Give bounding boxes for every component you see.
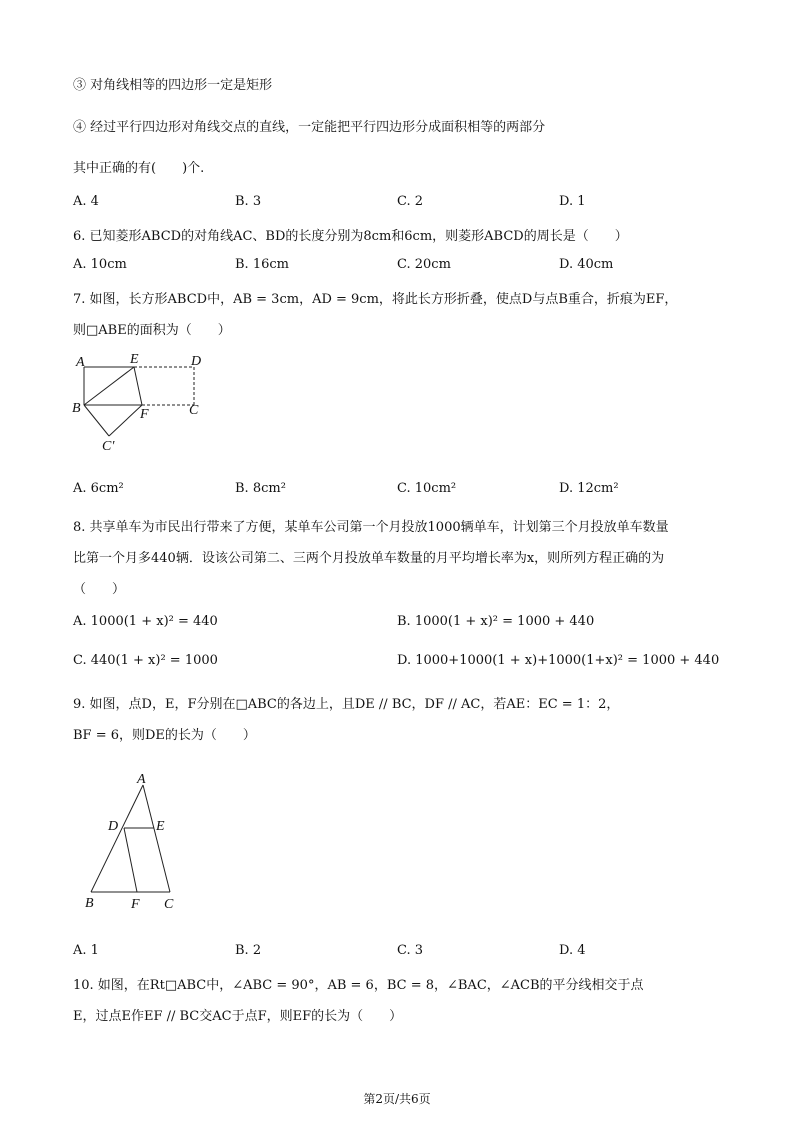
q8-line2: 比第一个月多440辆．设该公司第二、三两个月投放单车数量的月平均增长率为x，则所列方程正确的为 [73,551,665,566]
q9-line1: 9. 如图，点D，E，F分别在□ABC的各边上，且DE // BC，DF // AC，若AE：EC = 1：2， [73,697,620,712]
fig7-label-d: D [191,354,202,369]
statement-3: ③ 对角线相等的四边形一定是矩形 [73,78,273,93]
fig7-line-fc-prime [109,405,142,436]
fig7-label-f: F [140,407,149,422]
q10-line1: 10. 如图，在Rt□ABC中，∠ABC = 90°，AB = 6，BC = 8，∠BAC，∠ACB的平分线相交于点 [73,978,644,993]
q5-option-b: B. 3 [235,194,262,209]
q6-option-a: A. 10cm [73,257,127,272]
fig9-line-df [124,828,137,892]
fig9-label-f: F [131,897,140,912]
fig7-label-a: A [76,355,85,370]
fig9-label-c: C [164,897,174,912]
q7-figure [70,350,210,460]
q8-option-a: A. 1000(1 + x)² = 440 [73,614,218,629]
fig7-label-c: C [189,403,199,418]
fig9-line-ac [143,785,170,892]
q9-figure [80,765,190,915]
q10-line2: E，过点E作EF // BC交AC于点F，则EF的长为（ ） [73,1009,403,1024]
fig7-line-ef [134,367,142,405]
q6-option-c: C. 20cm [397,257,451,272]
fig9-label-d: D [108,819,119,834]
q8-option-c: C. 440(1 + x)² = 1000 [73,653,218,668]
q8-option-d: D. 1000+1000(1 + x)+1000(1+x)² = 1000 + 440 [397,653,720,668]
q7-line2: 则□ABE的面积为（ ） [73,323,231,338]
q9-line2: BF = 6，则DE的长为（ ） [73,728,256,743]
q5-stem: 其中正确的有( )个. [73,161,205,176]
q5-option-c: C. 2 [397,194,424,209]
fig9-label-b: B [85,896,94,911]
q6-option-d: D. 40cm [559,257,614,272]
q7-option-a: A. 6cm² [73,481,124,496]
q6-stem: 6. 已知菱形ABCD的对角线AC、BD的长度分别为8cm和6cm，则菱形ABCD的周长是（ ） [73,229,628,244]
fig9-line-ab [91,785,143,892]
q5-option-d: D. 1 [559,194,586,209]
q7-line1: 7. 如图，长方形ABCD中，AB = 3cm，AD = 9cm，将此长方形折叠，使点D与点B重合，折痕为EF， [73,292,678,307]
page-footer: 第2页/共6页 [363,1092,431,1106]
q8-option-b: B. 1000(1 + x)² = 1000 + 440 [397,614,595,629]
q7-option-d: D. 12cm² [559,481,619,496]
q5-option-a: A. 4 [73,194,99,209]
fig9-label-a: A [137,772,146,787]
q6-option-b: B. 16cm [235,257,289,272]
q9-option-c: C. 3 [397,943,424,958]
fig7-label-b: B [72,401,81,416]
fig9-label-e: E [156,819,165,834]
fig7-label-e: E [130,352,139,367]
q9-option-d: D. 4 [559,943,586,958]
q9-option-b: B. 2 [235,943,262,958]
fig7-line-bc-prime [84,405,109,436]
q9-option-a: A. 1 [73,943,99,958]
fig7-label-c-prime: C′ [102,439,115,454]
q8-line1: 8. 共享单车为市民出行带来了方便，某单车公司第一个月投放1000辆单车，计划第三个月投放单车数量 [73,520,669,535]
q7-option-b: B. 8cm² [235,481,286,496]
q7-option-c: C. 10cm² [397,481,457,496]
q8-line3: （ ） [73,582,126,597]
statement-4: ④ 经过平行四边形对角线交点的直线，一定能把平行四边形分成面积相等的两部分 [73,120,546,135]
fig7-line-be [84,367,134,405]
